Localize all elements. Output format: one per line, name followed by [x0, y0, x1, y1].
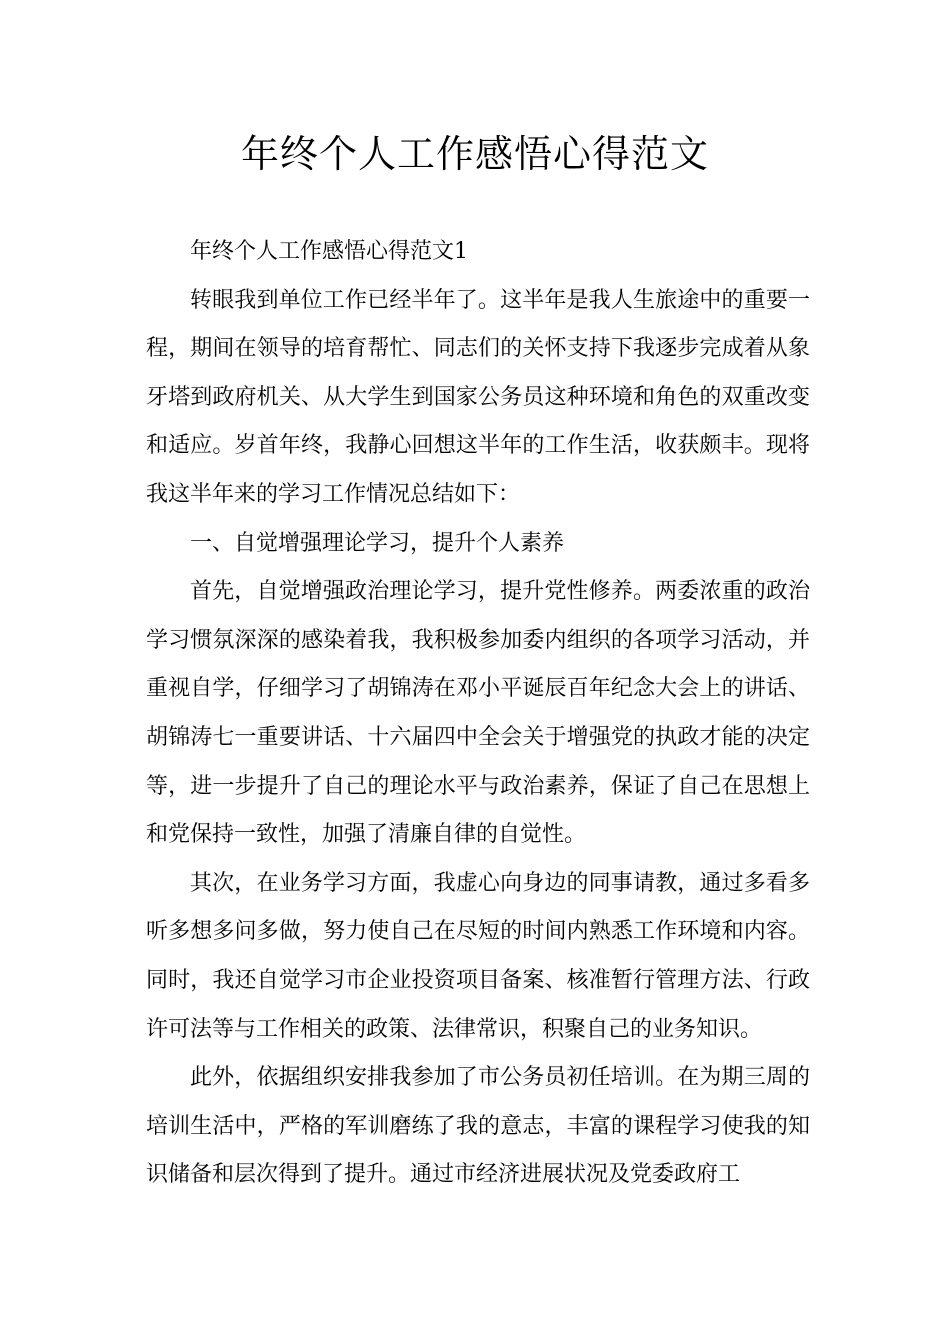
body-paragraph: 其次，在业务学习方面，我虚心向身边的同事请教，通过多看多听多想多问多做，努力使自己在尽短的时间内熟悉工作环境和内容。同时，我还自觉学习市企业投资项目备案、核准暂行管理方法、行政许可法等与工作相关的政策、法律常识，积聚自己的业务知识。	[146, 870, 810, 1042]
body-paragraph: 转眼我到单位工作已经半年了。这半年是我人生旅途中的重要一程，期间在领导的培育帮忙、同志们的关怀支持下我逐步完成着从象牙塔到政府机关、从大学生到国家公务员这种环境和角色的双重改变和适应。岁首年终，我静心回想这半年的工作生活，收获颇丰。现将我这半年来的学习工作情况总结如下：	[146, 287, 810, 507]
body-paragraph: 首先，自觉增强政治理论学习，提升党性修养。两委浓重的政治学习惯氛深深的感染着我，我积极参加委内组织的各项学习活动，并重视自学，仔细学习了胡锦涛在邓小平诞辰百年纪念大会上的讲话、胡锦涛七一重要讲话、十六届四中全会关于增强党的执政才能的决定等，进一步提升了自己的理论水平与政治素养，保证了自己在思想上和党保持一致性，加强了清廉自律的自觉性。	[146, 579, 810, 848]
section-heading: 年终个人工作感悟心得范文1	[190, 239, 468, 264]
document-title: 年终个人工作感悟心得范文	[240, 132, 709, 176]
section-heading: 一、自觉增强理论学习，提升个人素养	[190, 530, 565, 556]
document-body	[146, 228, 810, 1200]
body-paragraph: 此外，依据组织安排我参加了市公务员初任培训。在为期三周的培训生活中，严格的军训磨练了我的意志，丰富的课程学习使我的知识储备和层次得到了提升。通过市经济进展状况及党委政府工	[146, 1065, 810, 1188]
